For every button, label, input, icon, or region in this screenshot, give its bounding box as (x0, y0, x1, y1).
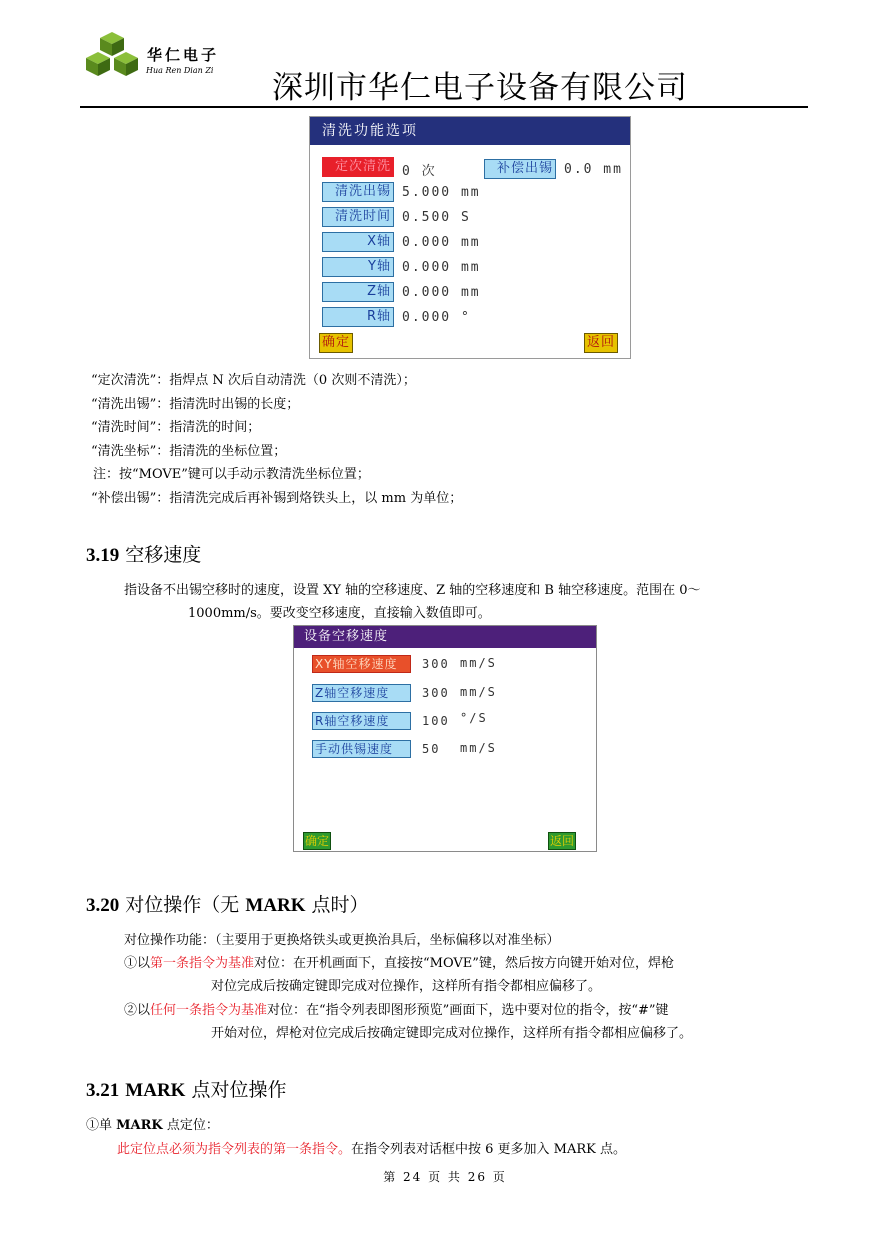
clean-count-label[interactable]: 定次清洗 (322, 157, 394, 177)
manual-feed-speed-unit: mm/S (460, 741, 497, 755)
section-paragraph: 对位操作功能：（主要用于更换烙铁头或更换治具后，坐标偏移以对准坐标） (124, 933, 560, 948)
company-name: 深圳市华仁电子设备有限公司 (272, 70, 688, 106)
clean-solder-value[interactable]: 5.000 mm (402, 185, 481, 200)
z-speed-unit: mm/S (460, 685, 497, 699)
clean-solder-label[interactable]: 清洗出锡 (322, 182, 394, 202)
clean-time-value[interactable]: 0.500 S (402, 210, 471, 225)
section-paragraph: 指设备不出锡空移时的速度，设置 XY 轴的空移速度、Z 轴的空移速度和 B 轴空移速度。范围在 0～ (124, 583, 701, 598)
desc-line: “清洗坐标”：指清洗的坐标位置； (91, 444, 287, 459)
r-speed-unit: °/S (460, 711, 488, 725)
y-axis-label[interactable]: Y轴 (322, 257, 394, 277)
move-speed-panel (293, 625, 597, 852)
z-speed-value[interactable]: 300 (422, 686, 450, 700)
method-1-continued: 对位完成后按确定键即完成对位操作，这样所有指令都相应偏移了。 (211, 979, 602, 994)
xy-speed-unit: mm/S (460, 656, 497, 670)
move-speed-title: 设备空移速度 (294, 626, 596, 648)
r-speed-label[interactable]: R轴空移速度 (312, 712, 411, 730)
section-heading-3-19: 3.19 空移速度 (86, 544, 202, 566)
section-heading-3-21: 3.21 MARK 点对位操作 (86, 1079, 287, 1101)
desc-line: “定次清洗”：指焊点 N 次后自动清洗（0 次则不清洗）； (91, 373, 416, 388)
method-1-text: ①以第一条指令为基准对位：在开机画面下，直接按“MOVE”键，然后按方向键开始对位，焊枪 (124, 956, 674, 971)
confirm-button[interactable]: 确定 (305, 834, 330, 848)
desc-line: 注：按“MOVE”键可以手动示教清洗坐标位置； (93, 467, 370, 482)
clean-options-title: 清洗功能选项 (310, 117, 630, 145)
y-axis-value[interactable]: 0.000 mm (402, 260, 481, 275)
comp-solder-value[interactable]: 0.0 mm (564, 162, 623, 177)
mark-single-heading: ①单 MARK 点定位： (86, 1118, 219, 1133)
manual-feed-speed-label[interactable]: 手动供锡速度 (312, 740, 411, 758)
r-speed-value[interactable]: 100 (422, 714, 450, 728)
z-axis-label[interactable]: Z轴 (322, 282, 394, 302)
section-heading-3-20: 3.20 对位操作（无 MARK 点时） (86, 894, 369, 916)
logo-pinyin-text: Hua Ren Dian Zi (146, 66, 214, 75)
back-button[interactable]: 返回 (584, 333, 618, 353)
clean-time-label[interactable]: 清洗时间 (322, 207, 394, 227)
back-button[interactable]: 返回 (550, 834, 575, 848)
manual-feed-speed-value[interactable]: 50 (422, 742, 441, 756)
section-paragraph: 1000mm/s。要改变空移速度，直接输入数值即可。 (188, 606, 491, 621)
confirm-button[interactable]: 确定 (319, 333, 353, 353)
page-number: 第 24 页 共 26 页 (383, 1170, 507, 1184)
r-axis-value[interactable]: 0.000 ° (402, 310, 471, 325)
method-2-text: ②以任何一条指令为基准对位：在“指令列表即图形预览”画面下，选中要对位的指令，按“#”键 (124, 1003, 669, 1018)
company-logo (82, 30, 142, 86)
logo-chinese-text: 华仁电子 (147, 46, 220, 64)
mark-single-note: 此定位点必须为指令列表的第一条指令。在指令列表对话框中按 6 更多加入 MARK 点。 (117, 1142, 627, 1157)
comp-solder-label[interactable]: 补偿出锡 (484, 159, 556, 179)
z-speed-label[interactable]: Z轴空移速度 (312, 684, 411, 702)
desc-line: “清洗出锡”：指清洗时出锡的长度； (91, 397, 300, 412)
x-axis-value[interactable]: 0.000 mm (402, 235, 481, 250)
xy-speed-label[interactable]: XY轴空移速度 (312, 655, 411, 673)
clean-options-panel (309, 116, 631, 359)
z-axis-value[interactable]: 0.000 mm (402, 285, 481, 300)
r-axis-label[interactable]: R轴 (322, 307, 394, 327)
clean-count-value[interactable]: 0 次 (402, 164, 437, 179)
x-axis-label[interactable]: X轴 (322, 232, 394, 252)
header-divider (80, 106, 808, 108)
desc-line: “清洗时间”：指清洗的时间； (91, 420, 261, 435)
desc-line: “补偿出锡”：指清洗完成后再补锡到烙铁头上，以 mm 为单位； (91, 491, 463, 506)
method-2-continued: 开始对位，焊枪对位完成后按确定键即完成对位操作，这样所有指令都相应偏移了。 (211, 1026, 693, 1041)
xy-speed-value[interactable]: 300 (422, 657, 450, 671)
